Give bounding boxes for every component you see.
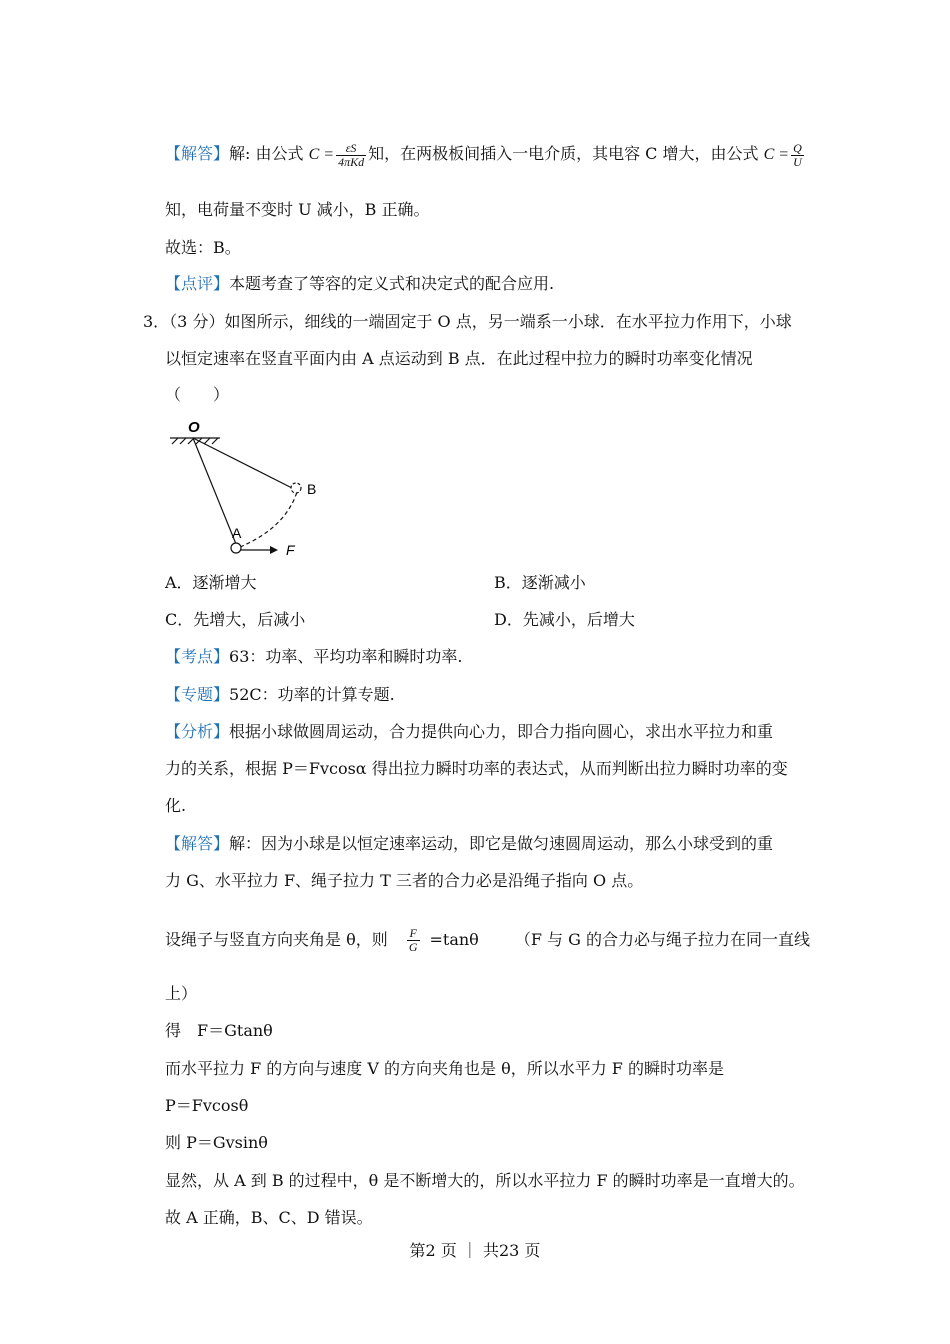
fenxi-line-1: 【分析】根据小球做圆周运动，合力提供向心力，即合力指向圆心，求出水平拉力和重 <box>165 722 774 741</box>
force-arrowhead <box>270 546 278 554</box>
zhuanti-tag: 【专题】 <box>165 685 230 704</box>
ball-a <box>231 543 241 553</box>
jieda-line-7: P＝Fvcosθ <box>165 1096 249 1115</box>
zhuanti-line: 【专题】52C：功率的计算专题. <box>165 685 395 704</box>
jieda-line-9: 显然，从 A 到 B 的过程中，θ 是不断增大的，所以水平拉力 F 的瞬时功率是一直增大的。 <box>165 1171 805 1190</box>
jieda-line-2: 力 G、水平拉力 F、绳子拉力 T 三者的合力必是沿绳子指向 O 点。 <box>165 871 644 890</box>
comment-line: 【点评】本题考查了等容的定义式和决定式的配合应用. <box>165 274 555 293</box>
question-line-2: 以恒定速率在竖直平面内由 A 点运动到 B 点．在此过程中拉力的瞬时功率变化情况 <box>165 349 753 368</box>
ball-b <box>291 483 301 493</box>
f-over-g-fraction: $\frac{F}{G}$ <box>408 926 418 954</box>
jieda-line-1: 【解答】解：因为小球是以恒定速率运动，即它是做匀速圆周运动，那么小球受到的重 <box>165 834 774 853</box>
question-line-3: （ ） <box>165 385 230 404</box>
jieda-line-8: 则 P＝Gvsinθ <box>165 1133 268 1152</box>
label-b: B <box>307 481 317 497</box>
jieda-line-4: 上） <box>165 984 198 1003</box>
answer-line-1: 【解答】解: 由公式 C = $\frac{\varepsilon S}{\text{4πKd}}$ 知，在两极板间插入一电介质，其电容 C 增大，由公式 C = $\frac{Q}{U}$ <box>165 142 806 169</box>
jieda-tag: 【解答】 <box>165 834 230 853</box>
kaodian-tag: 【考点】 <box>165 647 230 666</box>
pendulum-figure <box>160 410 340 565</box>
label-a: A <box>232 525 242 541</box>
fenxi-tag: 【分析】 <box>165 722 230 741</box>
option-c: C．先增大，后减小 <box>165 610 306 629</box>
comment-tag: 【点评】 <box>165 274 230 293</box>
answer-line-2: 知，电荷量不变时 U 减小，B 正确。 <box>165 200 430 219</box>
option-d: D．先减小，后增大 <box>494 610 635 629</box>
arc-path <box>240 492 297 547</box>
fenxi-line-2: 力的关系，根据 P＝Fvcosα 得出拉力瞬时功率的表达式，从而判断出拉力瞬时功率的变 <box>165 759 788 778</box>
answer-tag: 【解答】 <box>165 144 230 164</box>
jieda-line-5: 得 F＝Gtanθ <box>165 1021 273 1040</box>
fenxi-line-3: 化. <box>165 796 187 815</box>
answer-line-3: 故选：B。 <box>165 238 241 257</box>
string-to-a <box>193 438 236 544</box>
capacitance-definition-formula: C = $\frac{Q}{U}$ <box>763 141 802 169</box>
kaodian-line: 【考点】63：功率、平均功率和瞬时功率. <box>165 647 463 666</box>
jieda-line-10: 故 A 正确，B、C、D 错误。 <box>165 1208 373 1227</box>
string-to-b <box>193 438 292 488</box>
option-b: B．逐渐减小 <box>494 573 586 592</box>
page-footer: 第2 页 ｜ 共23 页 <box>409 1241 541 1260</box>
jieda-line-6: 而水平拉力 F 的方向与速度 V 的方向夹角也是 θ，所以水平力 F 的瞬时功率是 <box>165 1059 724 1078</box>
label-f: F <box>286 542 295 558</box>
capacitance-formula: C = $\frac{\varepsilon S}{\text{4πKd}}$ <box>308 141 365 169</box>
question-line-1: 3．（3 分）如图所示，细线的一端固定于 O 点，另一端系一小球．在水平拉力作用下，小球 <box>143 312 792 331</box>
option-a: A．逐渐增大 <box>165 573 257 592</box>
label-o: O <box>188 419 200 436</box>
jieda-line-3: 设绳子与竖直方向夹角是 θ，则 $\frac{F}{G}$ =tanθ （F 与 G 的合力必与绳子拉力在同一直线 <box>165 926 810 954</box>
